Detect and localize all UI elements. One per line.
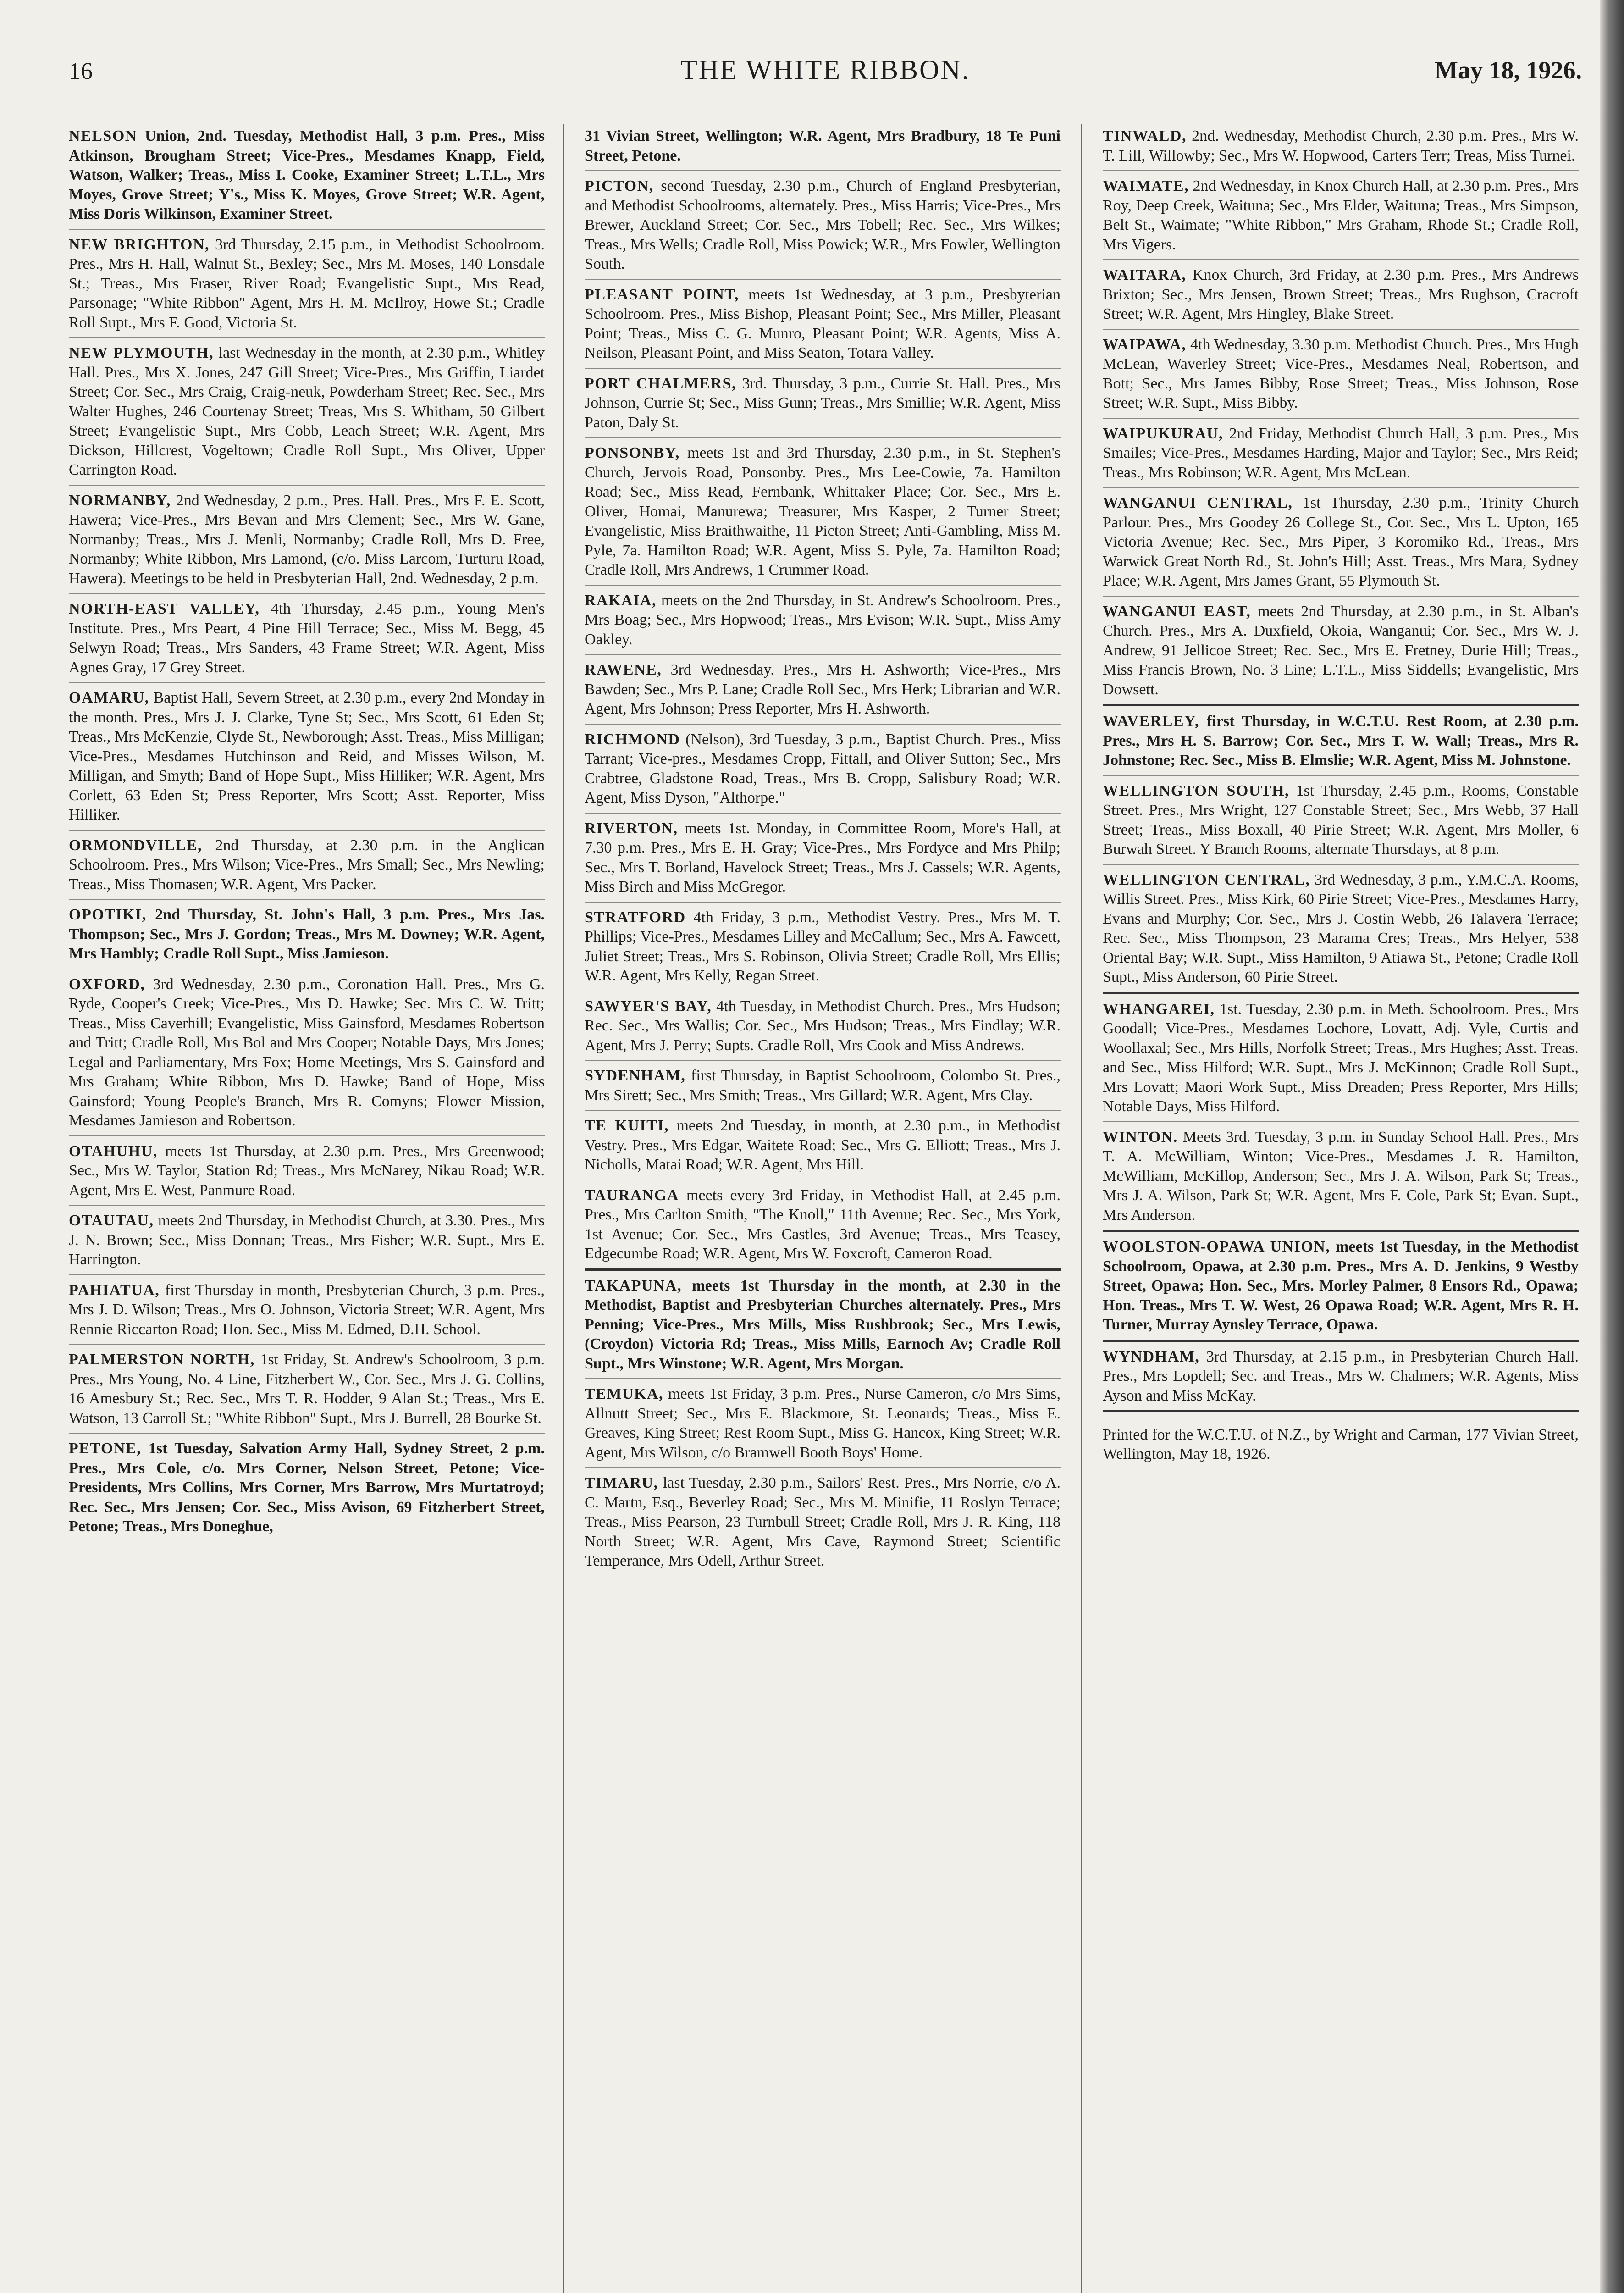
union-name: TINWALD, xyxy=(1103,127,1187,144)
union-name: RAWENE, xyxy=(585,661,662,678)
union-details: Knox Church, 3rd Friday, at 2.30 p.m. Pres., Mrs Andrews Brixton; Sec., Mrs Jensen, Brown Street; Treas., Mrs Rughson, Cracroft Street; W.R. Agent, Mrs Hingley, Blake Street. xyxy=(1103,266,1579,322)
union-entry xyxy=(1103,997,1579,1122)
union-entry xyxy=(585,441,1061,586)
union-name: WAIMATE, xyxy=(1103,177,1189,194)
union-entry xyxy=(585,282,1061,369)
union-entry xyxy=(69,597,545,683)
union-entry xyxy=(1103,779,1579,865)
page-edge xyxy=(1600,0,1624,2293)
union-entry xyxy=(1103,709,1579,776)
union-details: meets 1st Friday, 3 p.m. Pres., Nurse Cameron, c/o Mrs Sims, Allnutt Street; Sec., Mrs E. Blackmore, St. Leonards; Treas., Miss E. Greaves, King Street; Rest Room Supt., Miss G. Hancox, King Street; W.R. Agent, Mrs Wilson, c/o Bramwell Booth Boys' Home. xyxy=(585,1385,1061,1461)
union-details: meets 1st Thursday, at 2.30 p.m. Pres., Mrs Greenwood; Sec., Mrs W. Taylor, Station Rd; Treas., Mrs McNarey, Nikau Road; W.R. Agent, Mrs E. West, Panmure Road. xyxy=(69,1142,545,1199)
union-details: second Tuesday, 2.30 p.m., Church of England Presbyterian, and Methodist Schoolrooms, alternately. Pres., Miss Harris; Vice-Pres., Mrs Brewer, Auckland Street; Cor. Sec., Mrs Tobell; Rec. Sec., Mrs Wilkes; Treas., Mrs Wells; Cradle Roll, Miss Powick; W.R., Mrs Fowler, Wellington South. xyxy=(585,177,1061,272)
union-details: Meets 3rd. Tuesday, 3 p.m. in Sunday School Hall. Pres., Mrs T. A. McWilliam, Winton; Vice-Pres., Mesdames J. R. Hamilton, McWilliam, McKillop, Anderson; Sec., Mrs J. A. Wilson, Park St; Treas., Mrs J. A. Wilson, Park St; W.R. Agent, Mrs F. Cole, Park St; Evan. Supt., Mrs Anderson. xyxy=(1103,1128,1579,1224)
union-name: PALMERSTON NORTH, xyxy=(69,1351,255,1368)
union-name: WANGANUI CENTRAL, xyxy=(1103,494,1293,511)
union-entry xyxy=(585,1274,1061,1379)
union-entry xyxy=(585,174,1061,280)
union-name: STRATFORD xyxy=(585,908,686,926)
union-entry xyxy=(585,727,1061,814)
union-details: 3rd Thursday, 2.15 p.m., in Methodist Schoolroom. Pres., Mrs H. Hall, Walnut St., Bexley; Sec., Mrs M. Moses, 140 Lonsdale St.; Treas., Mrs Fraser, River Road; Evangelistic Supt., Mrs Read, Parsonage; "White Ribbon" Agent, Mrs H. M. McIlroy, Howe St.; Cradle Roll Supt., Mrs F. Good, Victoria St. xyxy=(69,236,545,331)
union-entry xyxy=(585,1113,1061,1180)
union-name: TAURANGA xyxy=(585,1186,679,1204)
union-details: 1st Tuesday, Salvation Army Hall, Sydney Street, 2 p.m. Pres., Mrs Cole, c/o. Mrs Corner, Nelson Street, Petone; Vice-Presidents, Mrs Collins, Mrs Corner, Mrs Barrow, Mrs Murtatroyd; Rec. Sec., Mrs Jensen; Cor. Sec., Miss Avison, 69 Fitzherbert Street, Petone; Treas., Mrs Doneghue, xyxy=(69,1440,545,1535)
union-entry xyxy=(585,1471,1061,1576)
union-name: WINTON. xyxy=(1103,1128,1178,1146)
union-details: first Thursday, in W.C.T.U. Rest Room, at 2.30 p.m. Pres., Mrs H. S. Barrow; Cor. Sec., Mrs T. W. Wall; Treas., Mrs R. Johnstone; Rec. Sec., Miss B. Elmslie; W.R. Agent, Miss M. Johnstone. xyxy=(1103,713,1579,769)
union-details: meets 2nd Tuesday, in month, at 2.30 p.m., in Methodist Vestry. Pres., Mrs Edgar, Waitete Road; Sec., Mrs G. Elliott; Treas., Mrs J. Nicholls, Matai Road; W.R. Agent, Mrs Hill. xyxy=(585,1117,1061,1173)
union-details: 3rd Wednesday, 2.30 p.m., Coronation Hall. Pres., Mrs G. Ryde, Cooper's Creek; Vice-Pres., Mrs D. Hawke; Sec. Mrs C. W. Tritt; Treas., Miss Caverhill; Evangelistic, Miss Gainsford, Mesdames Robertson and Tritt; Cradle Roll, Mrs Bol and Mrs Cooper; Notable Days, Mrs Jones; Legal and Parliamentary, Mrs Fox; Home Meetings, Mrs S. Gainsford and Mrs Graham; White Ribbon, Mrs D. Hawke; Band of Hope, Miss Gainsford; Young People's Branch, Mrs R. Comyns; Flower Mission, Mesdames Jamieson and Robertson. xyxy=(69,975,545,1129)
union-entry xyxy=(1103,1345,1579,1413)
union-name: TEMUKA, xyxy=(585,1385,663,1402)
union-name: PONSONBY, xyxy=(585,444,680,461)
union-details: meets on the 2nd Thursday, in St. Andrew's Schoolroom. Pres., Mrs Boag; Sec., Mrs Hopwood; Treas., Mrs Evison; W.R. Supt., Miss Amy Oakley. xyxy=(585,592,1061,648)
union-name: PICTON, xyxy=(585,177,654,194)
union-name: OXFORD, xyxy=(69,975,145,993)
union-entry xyxy=(1103,1125,1579,1232)
union-name: WELLINGTON SOUTH, xyxy=(1103,782,1290,799)
union-entry xyxy=(69,1436,545,1541)
union-entry xyxy=(69,1278,545,1345)
union-name: TIMARU, xyxy=(585,1474,658,1491)
union-entry xyxy=(585,371,1061,438)
union-details: 1st. Tuesday, 2.30 p.m. in Meth. Schoolroom. Pres., Mrs Goodall; Vice-Pres., Mesdames Lochore, Lovatt, Adj. Vyle, Curtis and Woollaxal; Sec., Mrs Hills, Norfolk Street; Treas., Mrs Hughes; Asst. Treas. and Sec., Miss Hilford; W.R. Supt., Mrs J. McKinnon; Cradle Roll Supt., Mrs Lovatt; Maori Work Supt., Miss Dreaden; Press Reporter, Mrs Hills; Notable Days, Miss Hilford. xyxy=(1103,1000,1579,1115)
union-name: TAKAPUNA, xyxy=(585,1277,682,1294)
union-details: 4th Wednesday, 3.30 p.m. Methodist Church. Pres., Mrs Hugh McLean, Waverley Street; Vice-Pres., Mesdames Neal, Robertson, and Bott; Sec., Mrs James Bibby, Rose Street; Treas., Miss Johnson, Rose Street; W.R. Supt., Miss Bibby. xyxy=(1103,336,1579,411)
column-2 xyxy=(585,124,1061,2293)
union-name: WANGANUI EAST, xyxy=(1103,603,1251,620)
union-details: last Tuesday, 2.30 p.m., Sailors' Rest. Pres., Mrs Norrie, c/o A. C. Martn, Esq., Beverley Road; Sec., Mrs M. Minifie, 11 Roslyn Terrace; Treas., Miss Pearson, 23 Turnbull Street; Cradle Roll, Mrs J. R. King, 118 North Street; W.R. Agent, Mrs Cave, Raymond Street; Scientific Temperance, Mrs Odell, Arthur Street. xyxy=(585,1474,1061,1569)
union-name: OPOTIKI, xyxy=(69,906,147,923)
union-details: 3rd. Thursday, 3 p.m., Currie St. Hall. Pres., Mrs Johnson, Currie St; Sec., Miss Gunn; Treas., Mrs Smillie; W.R. Agent, Miss Paton, Daly St. xyxy=(585,375,1061,431)
union-name: RICHMOND xyxy=(585,731,680,748)
union-details: 2nd. Wednesday, Methodist Church, 2.30 p.m. Pres., Mrs W. T. Lill, Willowby; Sec., Mrs W. Hopwood, Carters Terr; Treas, Miss Turnei. xyxy=(1103,127,1579,164)
union-name: OAMARU, xyxy=(69,689,149,706)
union-details: 3rd Thursday, at 2.15 p.m., in Presbyterian Church Hall. Pres., Mrs Lopdell; Sec. and Treas., Mrs W. Chalmers; W.R. Agents, Miss Ayson and Miss McKay. xyxy=(1103,1348,1579,1404)
union-name: NEW BRIGHTON, xyxy=(69,236,210,253)
union-details: 31 Vivian Street, Wellington; W.R. Agent, Mrs Bradbury, 18 Te Puni Street, Petone. xyxy=(585,127,1061,164)
union-name: WELLINGTON CENTRAL, xyxy=(1103,871,1310,888)
column-divider xyxy=(563,124,564,2293)
union-name: OTAUTAU, xyxy=(69,1212,154,1229)
union-entry xyxy=(585,1183,1061,1271)
union-details: first Thursday, in Baptist Schoolroom, Colombo St. Pres., Mrs Sirett; Sec., Mrs Smith; Treas., Mrs Gillard; W.R. Agent, Mrs Clay. xyxy=(585,1067,1061,1104)
page-header xyxy=(69,54,1582,91)
union-details: (Nelson), 3rd Tuesday, 3 p.m., Baptist Church. Pres., Miss Tarrant; Vice-pres., Mesdames Cropp, Fittall, and Oliver Sutton; Sec., Mrs Crabtree, Gladstone Road, Treas., Mrs B. Cropp, Salisbury Road; W.R. Agent, Miss Dyson, "Althorpe." xyxy=(585,731,1061,806)
union-name: TE KUITI, xyxy=(585,1117,669,1134)
union-name: WAITARA, xyxy=(1103,266,1187,283)
union-entry xyxy=(69,903,545,969)
union-entry xyxy=(1103,1235,1579,1342)
union-entry xyxy=(69,1139,545,1206)
page-number: 16 xyxy=(69,58,93,84)
union-details: meets every 3rd Friday, in Methodist Hall, at 2.45 p.m. Pres., Mrs Carlton Smith, "The Knoll," 11th Avenue; Rec. Sec., Mrs York, 1st Avenue; Cor. Sec., Mrs Castles, 3rd Avenue; Treas., Mrs Teasey, Edgecumbe Road; W.R. Agent, Mrs W. Foxcroft, Cameron Road. xyxy=(585,1186,1061,1262)
union-details: 2nd Wednesday, 2 p.m., Pres. Hall. Pres., Mrs F. E. Scott, Hawera; Vice-Pres., Mrs Bevan and Mrs Clement; Sec., Mrs W. Gane, Normanby; Treas., Mrs J. Menli, Normanby; Cradle Roll, Mrs D. Free, Normanby; White Ribbon, Mrs Lamond, (c/o. Miss Larcom, Turturu Road, Hawera). Meetings to be held in Presbyterian Hall, 2nd. Wednesday, 2 p.m. xyxy=(69,492,545,587)
column-divider xyxy=(1081,124,1082,2293)
union-name: ORMONDVILLE, xyxy=(69,836,202,854)
union-entry xyxy=(69,233,545,338)
union-entry xyxy=(69,1347,545,1434)
union-entry xyxy=(1103,868,1579,994)
union-entry xyxy=(1103,263,1579,330)
union-details: last Wednesday in the month, at 2.30 p.m., Whitley Hall. Pres., Mrs X. Jones, 247 Gill Street; Vice-Pres., Mrs Griffin, Liardet Street; Cor. Sec., Mrs Craig, Craig-neuk, Powderham Street; Rec. Sec., Mrs Walter Hughes, 246 Courtenay Street; Treas, Mrs S. Whitham, 50 Gilbert Street; Evangelistic Supt., Mrs Cobb, Leach Street; W.R. Agent, Mrs Dickson, Hillcrest, Vogeltown; Cradle Roll Supt., Mrs Oliver, Upper Carrington Road. xyxy=(69,344,545,478)
union-entry xyxy=(1103,174,1579,260)
union-details: 2nd Thursday, St. John's Hall, 3 p.m. Pres., Mrs Jas. Thompson; Sec., Mrs J. Gordon; Treas., Mrs M. Downey; W.R. Agent, Mrs Hambly; Cradle Roll Supt., Miss Jamieson. xyxy=(69,906,545,962)
union-details: 2nd Thursday, at 2.30 p.m. in the Anglican Schoolroom. Pres., Mrs Wilson; Vice-Pres., Mrs Small; Sec., Mrs Newling; Treas., Miss Thomasen; W.R. Agent, Mrs Packer. xyxy=(69,836,545,893)
union-details: 4th Friday, 3 p.m., Methodist Vestry. Pres., Mrs M. T. Phillips; Vice-Pres., Mesdames Lilley and McCallum; Sec., Mrs A. Fawcett, Juliet Street; Treas., Mrs S. Robinson, Olivia Street; Cradle Roll, Mrs Ellis; W.R. Agent, Mrs Kelly, Regan Street. xyxy=(585,908,1061,984)
union-details: first Thursday in month, Presbyterian Church, 3 p.m. Pres., Mrs J. D. Wilson; Treas., Mrs O. Johnson, Victoria Street; W.R. Agent, Mrs Rennie Riccarton Road; Hon. Sec., Miss M. Edmed, D.H. School. xyxy=(69,1281,545,1338)
union-entry xyxy=(1103,421,1579,488)
union-name: WAIPUKURAU, xyxy=(1103,425,1223,442)
union-details: 1st Thursday, 2.45 p.m., Rooms, Constable Street. Pres., Mrs Wright, 127 Constable Street; Sec., Mrs Webb, 37 Hall Street; Treas., Miss Boxall, 40 Pirie Street; W.R. Agent, Mrs Moller, 6 Burwah Street. Y Branch Rooms, alternate Thursdays, at 8 p.m. xyxy=(1103,782,1579,858)
union-details: meets 2nd Thursday, at 2.30 p.m., in St. Alban's Church. Pres., Mrs A. Duxfield, Okoia, Wanganui; Cor. Sec., Mrs W. J. Andrew, 91 Jellicoe Street; Rec. Sec., Mrs E. Fretney, Durie Hill; Treas., Miss Francis Brown, No. 3 Line; L.T.L., Miss Siddells; Evangelistic, Mrs Dowsett. xyxy=(1103,603,1579,698)
union-name: NORTH-EAST VALLEY, xyxy=(69,600,260,617)
union-details: meets 1st Thursday in the month, at 2.30 in the Methodist, Baptist and Presbyterian Churches alternately. Pres., Mrs Penning; Vice-Pres., Mrs Mills, Miss Rushbrook; Sec., Mrs Lewis, (Croydon) Victoria Rd; Treas., Miss Mills, Earnoch Av; Cradle Roll Supt., Mrs Winstone; W.R. Agent, Mrs Morgan. xyxy=(585,1277,1061,1372)
union-details: meets 2nd Thursday, in Methodist Church, at 3.30. Pres., Mrs J. N. Brown; Sec., Miss Donnan; Treas., Mrs Fisher; W.R. Supt., Mrs E. Harrington. xyxy=(69,1212,545,1268)
union-entry xyxy=(1103,332,1579,419)
union-details: 2nd Friday, Methodist Church Hall, 3 p.m. Pres., Mrs Smailes; Vice-Pres., Mesdames Harding, Major and Taylor; Sec., Mrs Reid; Treas., Mrs Robinson; W.R. Agent, Mrs McLean. xyxy=(1103,425,1579,481)
union-entry xyxy=(69,972,545,1136)
printer-imprint: Printed for the W.C.T.U. of N.Z., by Wright and Carman, 177 Vivian Street, Wellington, May 18, 1926. xyxy=(1103,1426,1579,1462)
union-entry xyxy=(69,833,545,900)
union-entry xyxy=(585,1382,1061,1468)
column-3 xyxy=(1103,124,1579,2293)
union-details: Union, 2nd. Tuesday, Methodist Hall, 3 p.m. Pres., Miss Atkinson, Brougham Street; Vice-Pres., Mesdames Knapp, Field, Watson, Walker; Treas., Miss I. Cooke, Examiner Street; L.T.L., Mrs Moyes, Grove Street; Y's., Miss K. Moyes, Grove Street; W.R. Agent, Miss Doris Wilkinson, Examiner Street. xyxy=(69,127,545,222)
union-entry xyxy=(585,588,1061,655)
union-entry xyxy=(1103,599,1579,707)
union-entry xyxy=(69,124,545,230)
union-name: OTAHUHU, xyxy=(69,1142,158,1160)
union-entry xyxy=(585,994,1061,1061)
union-entry xyxy=(69,1208,545,1275)
union-name: NELSON xyxy=(69,127,137,144)
union-name: WAIPAWA, xyxy=(1103,336,1187,353)
union-name: SYDENHAM, xyxy=(585,1067,686,1084)
union-entry xyxy=(585,658,1061,725)
issue-date: May 18, 1926. xyxy=(1435,56,1582,84)
union-details: 1st Thursday, 2.30 p.m., Trinity Church Parlour. Pres., Mrs Goodey 26 College St., Cor. Sec., Mrs L. Upton, 165 Victoria Avenue; Rec. Sec., Mrs Piper, 3 Koromiko Rd., Treas., Mrs Warwick Great North Rd., St. John's Hill; Asst. Treas., Mrs Mara, Sydney Place; W.R. Agent, Mrs James Grant, 55 Plymouth St. xyxy=(1103,494,1579,589)
union-entry xyxy=(69,341,545,486)
union-name: NORMANBY, xyxy=(69,492,171,509)
union-name: WHANGAREI, xyxy=(1103,1000,1215,1018)
union-details: 4th Tuesday, in Methodist Church. Pres., Mrs Hudson; Rec. Sec., Mrs Wallis; Cor. Sec., Mrs Hudson; Treas., Mrs Findlay; W.R. Agent, Mrs J. Perry; Supts. Cradle Roll, Mrs Cook and Miss Andrews. xyxy=(585,997,1061,1054)
union-entry xyxy=(585,124,1061,171)
union-details: meets 1st and 3rd Thursday, 2.30 p.m., in St. Stephen's Church, Jervois Road, Ponsonby. Pres., Mrs Lee-Cowie, 7a. Hamilton Road; Sec., Miss Read, Fernbank, Whittaker Place; Cor. Sec., Mrs E. Oliver, Homai, Manurewa; Treasurer, Mrs Kasper, 2 Turner Street; Evangelistic, Miss Braithwaithe, 11 Picton Street; Anti-Gambling, Miss M. Pyle, 7a. Hamilton Road; W.R. Agent, Miss S. Pyle, 7a. Hamilton Road; Cradle Roll, Mrs Andrews, 1 Crummer Road. xyxy=(585,444,1061,578)
union-details: meets 1st. Monday, in Committee Room, More's Hall, at 7.30 p.m. Pres., Mrs E. H. Gray; Vice-Pres., Mrs Fordyce and Mrs Philp; Sec., Mrs T. Borland, Havelock Street; Treas., Mrs J. Cassels; W.R. Agents, Miss Birch and Miss McGregor. xyxy=(585,820,1061,895)
union-name: SAWYER'S BAY, xyxy=(585,997,712,1015)
union-name: RIVERTON, xyxy=(585,820,678,837)
union-entry xyxy=(1103,491,1579,597)
union-entry xyxy=(585,816,1061,903)
column-1 xyxy=(69,124,545,2293)
union-details: 3rd Wednesday. Pres., Mrs H. Ashworth; Vice-Pres., Mrs Bawden; Sec., Mrs P. Lane; Cradle Roll Sec., Mrs Herk; Librarian and W.R. Agent, Mrs Johnson; Press Reporter, Mrs H. Ashworth. xyxy=(585,661,1061,717)
union-name: RAKAIA, xyxy=(585,592,657,609)
union-name: PORT CHALMERS, xyxy=(585,375,737,392)
union-name: PAHIATUA, xyxy=(69,1281,160,1299)
union-entry xyxy=(585,1063,1061,1111)
union-details: Baptist Hall, Severn Street, at 2.30 p.m., every 2nd Monday in the month. Pres., Mrs J. J. Clarke, Tyne St; Sec., Mrs Scott, 61 Eden St; Treas., Mrs McKenzie, Clyde St., Newborough; Asst. Treas., Miss Milligan; Vice-Pres., Mesdames Hutchinson and Reid, and Misses Wilson, M. Milligan, and Smyth; Band of Hope Supt., Miss Hilliker; W.R. Agent, Mrs Corlett, 63 Eden St; Press Reporter, Mrs Scott; Asst. Reporter, Miss Hilliker. xyxy=(69,689,545,823)
union-name: PETONE, xyxy=(69,1440,142,1457)
union-name: WYNDHAM, xyxy=(1103,1348,1200,1365)
union-name: WOOLSTON-OPAWA UNION, xyxy=(1103,1238,1331,1255)
union-details: 3rd Wednesday, 3 p.m., Y.M.C.A. Rooms, Willis Street. Pres., Miss Kirk, 60 Pirie Street; Vice-Pres., Mesdames Harry, Evans and Murphy; Cor. Sec., Mrs J. Costin Webb, 26 Talavera Terrace; Rec. Sec., Miss Thompson, 23 Marama Cres; Treas., Mrs Helyer, 538 Oriental Bay; W.R. Supt., Miss Hamilton, 9 Atiawa St., Petone; Cradle Roll Supt., Miss Anderson, 60 Pirie Street. xyxy=(1103,871,1579,986)
union-details: 2nd Wednesday, in Knox Church Hall, at 2.30 p.m. Pres., Mrs Roy, Deep Creek, Waituna; Sec., Mrs Elder, Waituna; Treas., Mrs Simpson, Belt St., Waimate; "White Ribbon," Mrs Graham, Rhode St.; Cradle Roll, Mrs Vigers. xyxy=(1103,177,1579,253)
union-name: PLEASANT POINT, xyxy=(585,286,739,303)
union-details: meets 1st Tuesday, in the Methodist Schoolroom, Opawa, at 2.30 p.m. Pres., Mrs A. D. Jenkins, 9 Westby Street, Opawa; Hon. Sec., Mrs. Morley Palmer, 8 Ensors Rd., Opawa; Hon. Treas., Mrs T. W. West, 26 Opawa Road; W.R. Agent, Mrs R. H. Turner, Murray Aynsley Terrace, Opawa. xyxy=(1103,1238,1579,1333)
union-details: 1st Friday, St. Andrew's Schoolroom, 3 p.m. Pres., Mrs Young, No. 4 Line, Fitzherbert W., Cor. Sec., Mrs J. G. Collins, 16 Amesbury St.; Rec. Sec., Mrs T. R. Hodder, 9 Alan St.; Treas., Mrs E. Watson, 13 Carroll St.; "White Ribbon" Supt., Mrs J. Burrell, 28 Bourke St. xyxy=(69,1351,545,1427)
union-name: WAVERLEY, xyxy=(1103,713,1199,730)
union-details: meets 1st Wednesday, at 3 p.m., Presbyterian Schoolroom. Pres., Miss Bishop, Pleasant Point; Sec., Mrs Miller, Pleasant Point; Treas., Miss C. G. Munro, Pleasant Point; W.R. Agents, Miss A. Neilson, Pleasant Point, and Miss Seaton, Totara Valley. xyxy=(585,286,1061,361)
union-name: NEW PLYMOUTH, xyxy=(69,344,214,361)
union-details: 4th Thursday, 2.45 p.m., Young Men's Institute. Pres., Mrs Peart, 4 Pine Hill Terrace; Sec., Miss M. Begg, 45 Selwyn Road; Treas., Mrs Sanders, 43 Frame Street; W.R. Agent, Miss Agnes Gray, 17 Grey Street. xyxy=(69,600,545,676)
union-entry xyxy=(585,905,1061,991)
union-entry xyxy=(69,488,545,594)
publication-title: THE WHITE RIBBON. xyxy=(680,55,970,85)
union-entry xyxy=(1103,124,1579,171)
union-entry xyxy=(69,686,545,831)
